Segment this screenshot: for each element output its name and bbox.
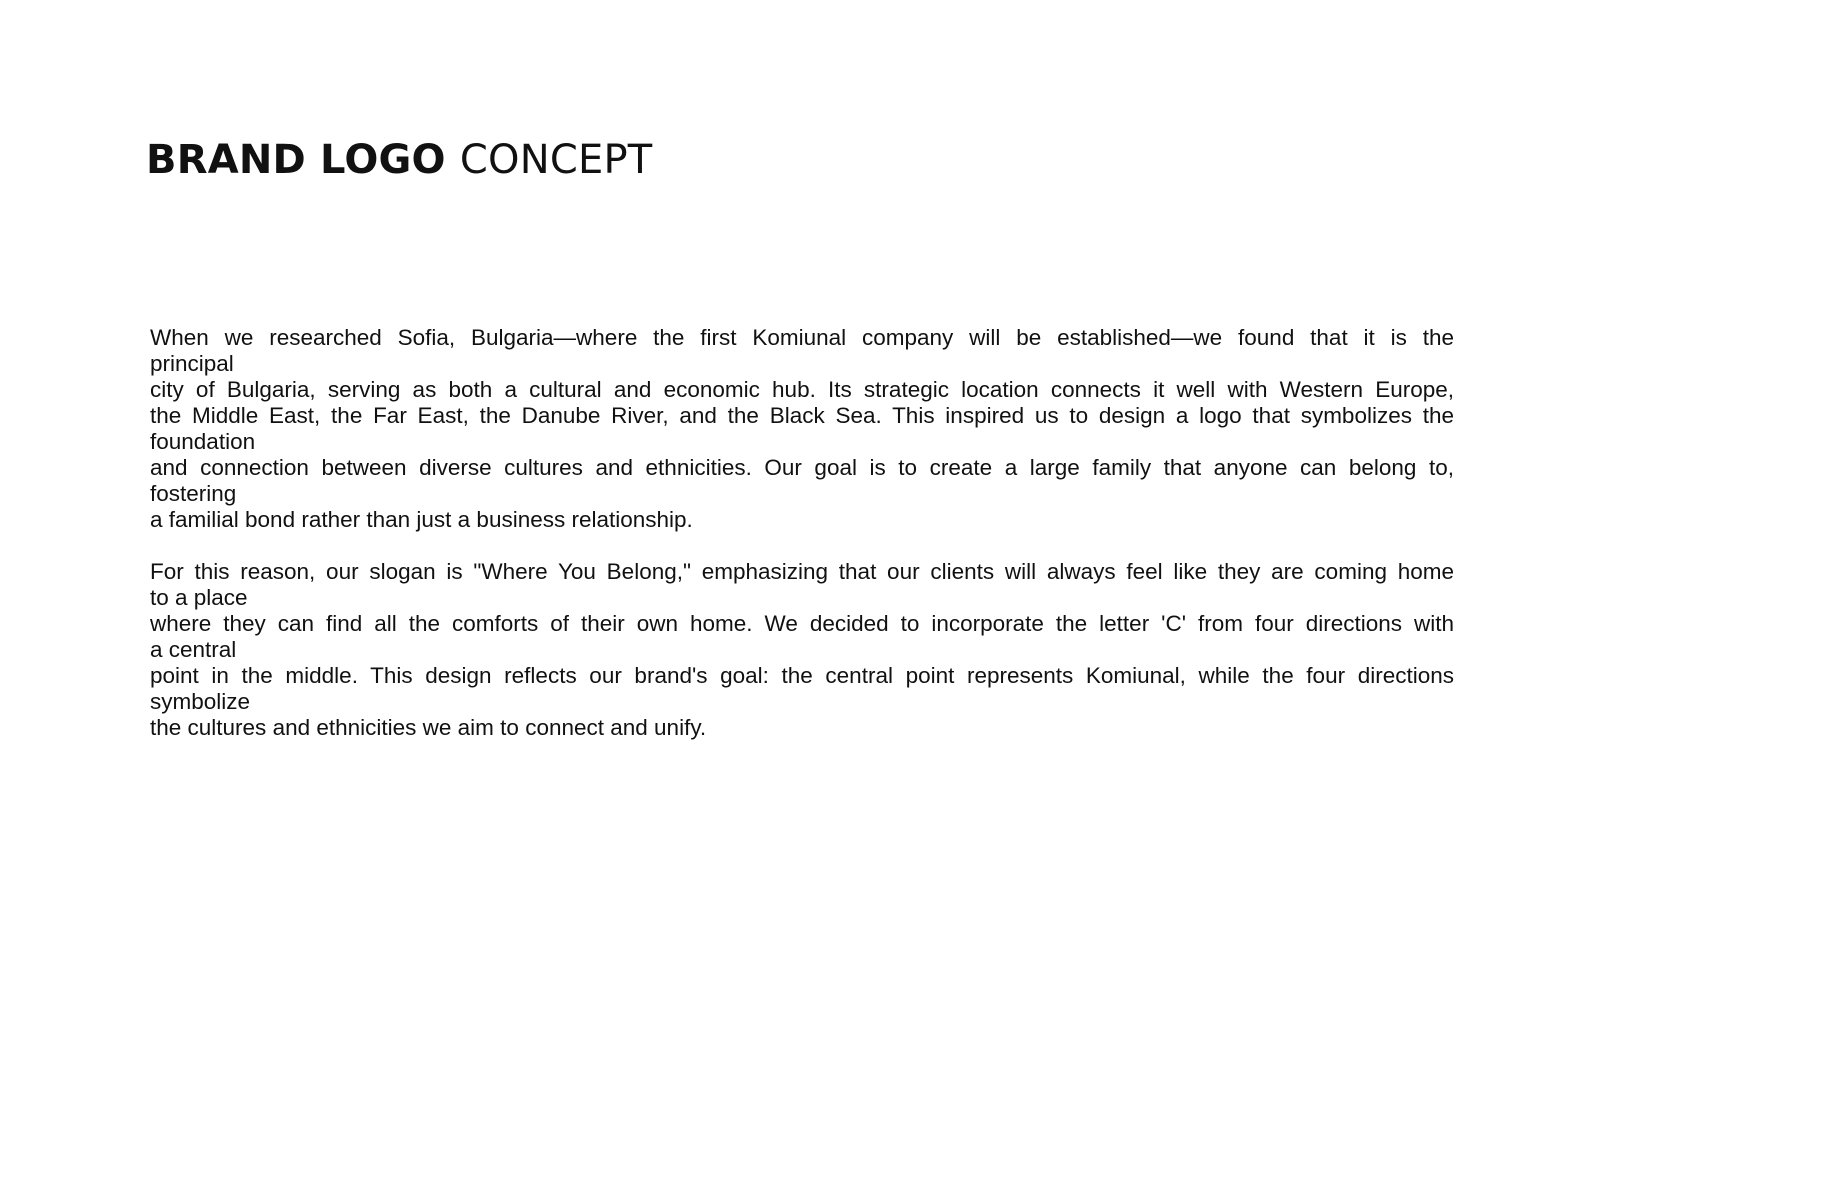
title-bold: BRAND LOGO: [146, 137, 446, 183]
paragraph-line: a central: [150, 637, 237, 662]
paragraph-line: When we researched Sofia, Bulgaria—where the first Komiunal company will be established—we found that it is the: [150, 325, 1454, 350]
paragraph-line: point in the middle. This design reflects our brand's goal: the central point represents Komiunal, while the four directions: [150, 663, 1454, 688]
paragraph-line: the cultures and ethnicities we aim to connect and unify.: [150, 715, 707, 740]
paragraph-line: principal: [150, 351, 234, 376]
paragraph-line: symbolize: [150, 689, 251, 714]
paragraph-line: For this reason, our slogan is "Where You Belong," emphasizing that our clients will always feel like they are coming home: [150, 559, 1454, 584]
paragraph-line: the Middle East, the Far East, the Danube River, and the Black Sea. This inspired us to design a logo that symbolizes the: [150, 403, 1454, 428]
paragraph-line: city of Bulgaria, serving as both a cultural and economic hub. Its strategic location connects it well with Western Europe,: [150, 377, 1454, 402]
paragraph-1: [150, 325, 1454, 533]
page-title: [146, 134, 652, 186]
paragraph-line: a familial bond rather than just a business relationship.: [150, 507, 693, 532]
paragraph-line: where they can find all the comforts of their own home. We decided to incorporate the letter 'C' from four directions with: [150, 611, 1454, 636]
title-light: CONCEPT: [459, 137, 653, 183]
body-text: [150, 325, 1454, 767]
paragraph-line: fostering: [150, 481, 237, 506]
paragraph-2: [150, 559, 1454, 741]
paragraph-line: foundation: [150, 429, 256, 454]
paragraph-line: to a place: [150, 585, 248, 610]
paragraph-line: and connection between diverse cultures and ethnicities. Our goal is to create a large family that anyone can belong to,: [150, 455, 1454, 480]
